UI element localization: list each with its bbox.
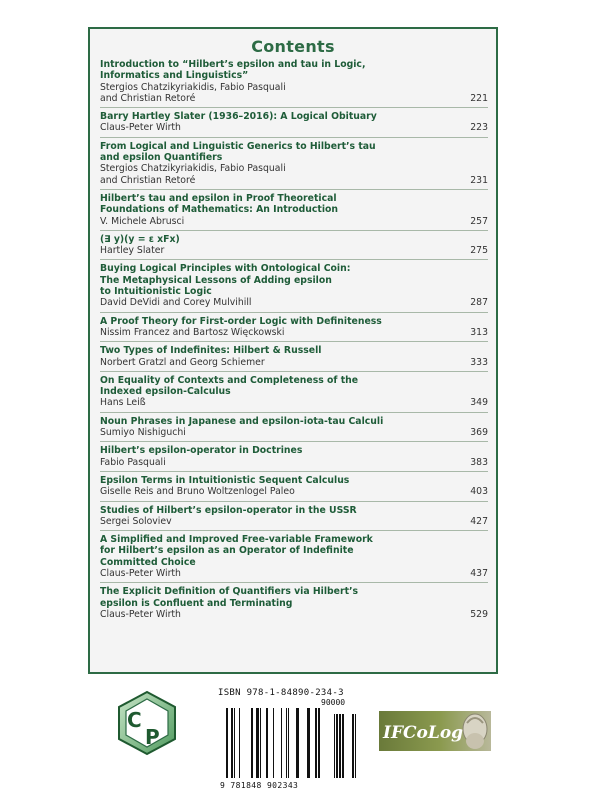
toc-entry-title: Epsilon Terms in Intuitionistic Sequent Calculus (100, 474, 350, 486)
toc-entry-page: 369 (470, 427, 488, 439)
toc-entry-authors: Claus-Peter Wirth (100, 122, 181, 134)
toc-entry-title: The Explicit Definition of Quantifiers via Hilbert’s epsilon is Confluent and Terminating (100, 586, 359, 609)
toc-entry-title: Hilbert’s epsilon-operator in Doctrines (100, 445, 303, 457)
toc-divider (100, 471, 488, 472)
toc-entry-page: 383 (470, 456, 488, 468)
toc-entry-authors: Sergei Soloviev (100, 515, 172, 527)
toc-entry-title: From Logical and Linguistic Generics to Hilbert’s tau and epsilon Quantifiers (100, 140, 376, 164)
toc-entry-page: 221 (470, 92, 488, 104)
toc-divider (100, 312, 488, 313)
toc-divider (100, 441, 488, 442)
toc-divider (100, 137, 488, 138)
ifcolog-logo (379, 711, 491, 751)
toc-entry-authors: Hans Leiß (100, 397, 146, 409)
toc-entry (100, 234, 488, 261)
toc-entry (100, 111, 488, 138)
toc-entry-page: 437 (470, 567, 488, 579)
toc-entry-title: Barry Hartley Slater (1936–2016): A Logical Obituary (100, 111, 377, 123)
toc-entry-page: 275 (470, 245, 488, 257)
toc-entry-page: 333 (470, 356, 488, 368)
toc-entry-title: Studies of Hilbert’s epsilon-operator in the USSR (100, 504, 357, 516)
toc-entry (100, 193, 488, 231)
toc-entry-title: Introduction to “Hilbert’s epsilon and tau in Logic, Informatics and Linguistics” (100, 59, 366, 82)
toc-entry (100, 416, 488, 443)
toc-divider (100, 412, 488, 413)
toc-entry (100, 586, 488, 620)
toc-entry-title: On Equality of Contexts and Completeness of the Indexed epsilon-Calculus (100, 374, 359, 398)
toc-entry-title: A Simplified and Improved Free-variable Framework for Hilbert’s epsilon as an Operator of Indefinite Committed Choice (100, 534, 373, 568)
toc-entry-authors: Nissim Francez and Bartosz Więckowski (100, 326, 285, 338)
price-addon: 90000 (321, 698, 346, 707)
toc-entry-title: A Proof Theory for First-order Logic with Definiteness (100, 315, 382, 327)
toc-entry-authors: Giselle Reis and Bruno Woltzenlogel Paleo (100, 486, 295, 498)
toc-entry-page: 349 (470, 397, 488, 409)
toc-entry-page: 257 (470, 215, 488, 227)
toc-entry-authors: V. Michele Abrusci (100, 215, 185, 227)
table-of-contents (100, 59, 488, 623)
barcode-bars (224, 708, 364, 780)
toc-divider (100, 259, 488, 260)
contents-panel (88, 27, 498, 674)
toc-divider (100, 582, 488, 583)
toc-divider (100, 341, 488, 342)
toc-divider (100, 530, 488, 531)
toc-entry-page: 287 (470, 297, 488, 309)
toc-entry-authors: David DeVidi and Corey Mulvihill (100, 297, 252, 309)
ifcolog-text: IFCoLog (383, 723, 464, 743)
toc-entry (100, 534, 488, 583)
toc-entry-page: 223 (470, 122, 488, 134)
toc-entry-page: 529 (470, 608, 488, 620)
toc-entry-authors: Hartley Slater (100, 245, 165, 257)
toc-entry (100, 475, 488, 502)
toc-entry-authors: Stergios Chatzikyriakidis, Fabio Pasquali and Christian Retoré (100, 163, 286, 186)
ean-digits: 9 781848 902343 (220, 781, 299, 790)
toc-divider (100, 230, 488, 231)
toc-entry-authors: Claus-Peter Wirth (100, 608, 181, 620)
toc-entry-authors: Fabio Pasquali (100, 456, 166, 468)
toc-entry-authors: Sumiyo Nishiguchi (100, 427, 186, 439)
toc-entry-title: Hilbert’s tau and epsilon in Proof Theoretical Foundations of Mathematics: An Introduction (100, 192, 339, 216)
toc-entry-page: 403 (470, 486, 488, 498)
toc-divider (100, 189, 488, 190)
contents-title: Contents (251, 37, 335, 56)
toc-entry-page: 427 (470, 515, 488, 527)
toc-entry-page: 313 (470, 326, 488, 338)
toc-entry (100, 263, 488, 312)
toc-entry-title: Noun Phrases in Japanese and epsilon-iota-tau Calculi (100, 415, 384, 427)
toc-divider (100, 501, 488, 502)
toc-divider (100, 107, 488, 108)
toc-entry-title: (∃ y)(y = ε xFx) (100, 233, 180, 245)
toc-divider (100, 371, 488, 372)
toc-entry (100, 345, 488, 372)
toc-entry (100, 59, 488, 108)
toc-entry (100, 316, 488, 343)
svg-text:P: P (145, 725, 160, 749)
svg-text:C: C (127, 708, 142, 732)
college-publications-logo-icon (116, 690, 178, 756)
toc-entry-title: Buying Logical Principles with Ontological Coin: The Metaphysical Lessons of Adding epsilon to Intuitionistic Logic (100, 263, 351, 298)
toc-entry (100, 375, 488, 413)
toc-entry (100, 141, 488, 190)
toc-entry-authors: Claus-Peter Wirth (100, 567, 181, 579)
toc-entry (100, 445, 488, 472)
toc-entry (100, 505, 488, 532)
isbn-barcode (218, 688, 368, 792)
toc-entry-title: Two Types of Indefinites: Hilbert & Russell (100, 345, 322, 357)
isbn-label: ISBN 978-1-84890-234-3 (218, 688, 344, 698)
toc-entry-page: 231 (470, 174, 488, 186)
toc-entry-authors: Norbert Gratzl and Georg Schiemer (100, 356, 265, 368)
toc-entry-authors: Stergios Chatzikyriakidis, Fabio Pasquali and Christian Retoré (100, 81, 286, 104)
